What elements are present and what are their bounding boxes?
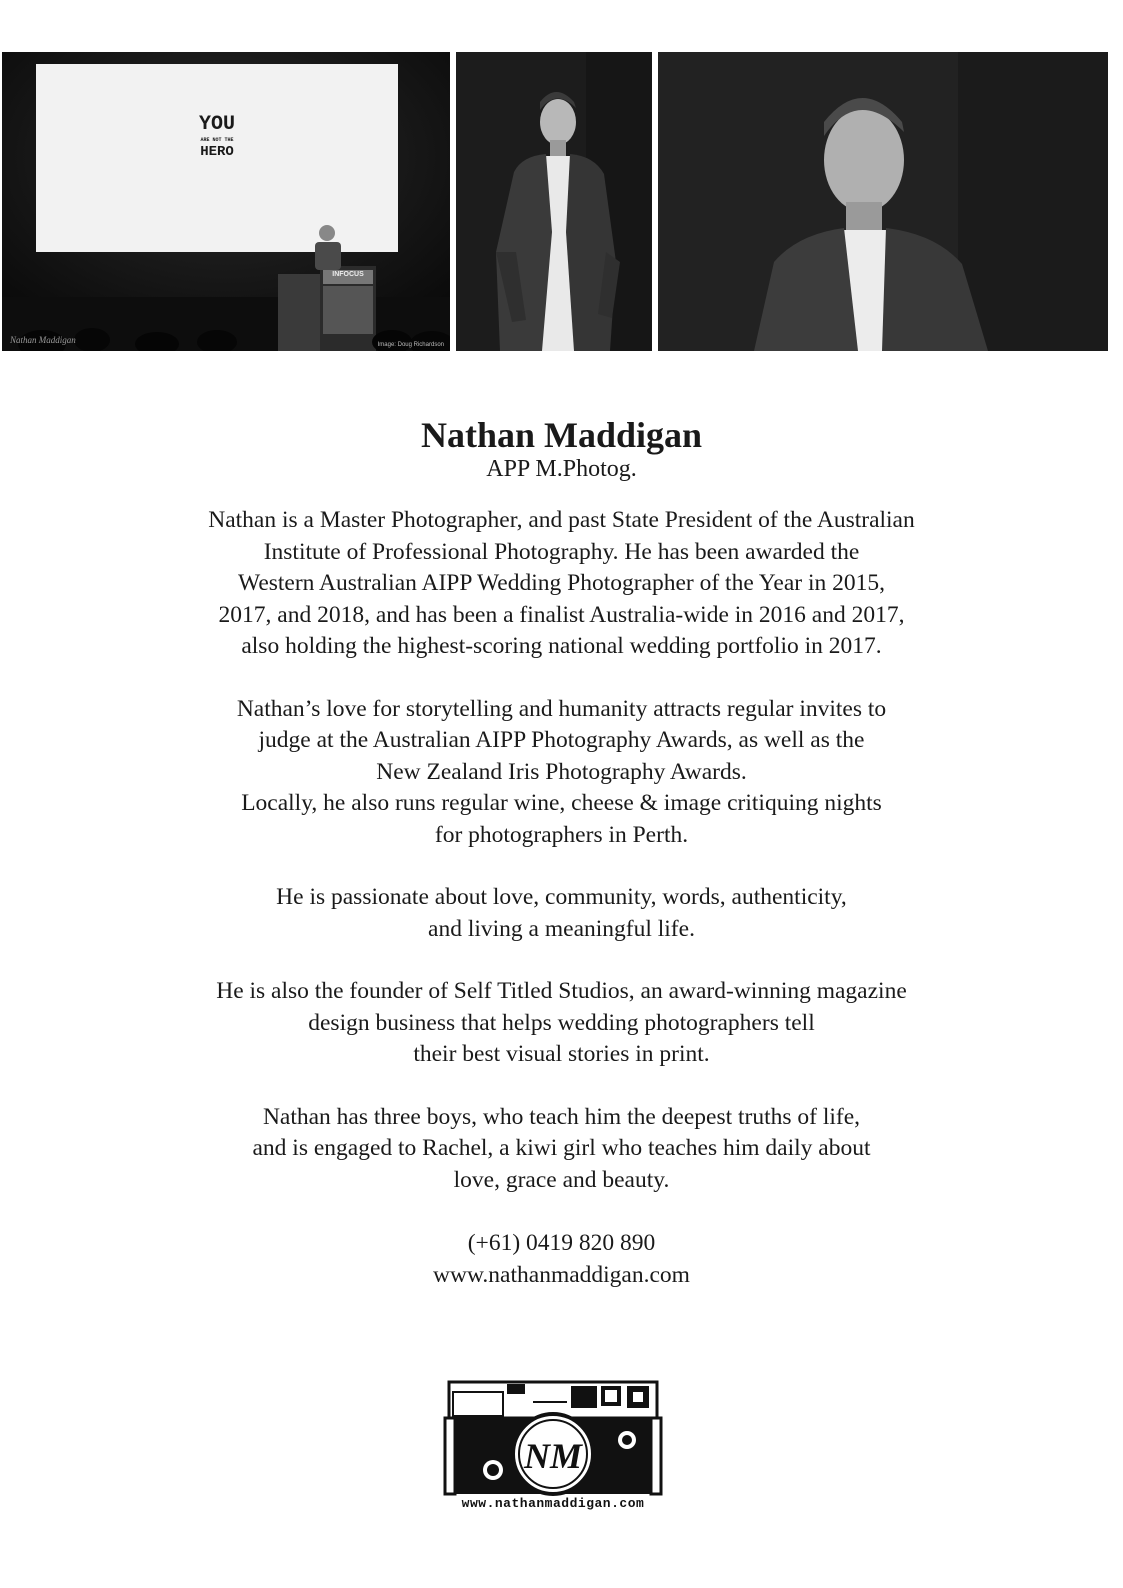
website-link[interactable]: www.nathanmaddigan.com [433,1262,690,1288]
bio-paragraph [0,694,1123,852]
screen-line-1: YOU [198,113,235,136]
contact-block [0,1227,1123,1291]
logo-url[interactable]: www.nathanmaddigan.com [461,1496,645,1511]
phone-number[interactable]: (+61) 0419 820 890 [467,1230,656,1256]
bio-line: their best visual stories in print. [413,1041,710,1067]
headshot-photo [658,52,1108,351]
bio-paragraph [0,882,1123,945]
bio-line: also holding the highest-scoring national wedding portfolio in 2017. [241,633,882,659]
photographer-signature: Nathan Maddigan [10,335,76,345]
bio-paragraph [0,976,1123,1071]
bio-paragraph [0,505,1123,663]
bio-line: He is passionate about love, community, words, authenticity, [276,884,847,910]
bio-paragraph [0,1102,1123,1197]
bio-line: love, grace and beauty. [453,1166,670,1193]
bio-line: design business that helps wedding photographers tell [308,1009,815,1036]
image-credit: Image: Doug Richardson [377,342,444,348]
bio-line: Locally, he also runs regular wine, cheese & image critiquing nights [241,790,882,816]
screen-line-2: ARE NOT THE [200,137,234,143]
logo-monogram: NM [523,1436,583,1476]
bio-line: and is engaged to Rachel, a kiwi girl who teaches him daily about [252,1135,871,1161]
bio-name: Nathan Maddigan [420,415,703,455]
stage-photo [2,52,450,351]
bio-line: He is also the founder of Self Titled Studios, an award-winning magazine [216,978,907,1004]
podium-banner: INFOCUS [332,271,364,278]
bio-line: judge at the Australian AIPP Photography Awards, as well as the [258,727,865,753]
bio-line: Western Australian AIPP Wedding Photographer of the Year in 2015, [238,570,885,596]
bio-line: Nathan has three boys, who teach him the deepest truths of life, [262,1103,861,1130]
standing-figure [456,52,652,351]
bio-line: Institute of Professional Photography. He has been awarded the [263,538,860,565]
stage-scene [2,52,450,351]
bio-line: New Zealand Iris Photography Awards. [376,758,747,785]
bio-line: and living a meaningful life. [428,915,695,942]
bio-line: Nathan is a Master Photographer, and past State President of the Australian [208,507,915,533]
bio-section [0,415,1123,1291]
standing-portrait-photo [456,52,652,351]
bio-credentials: APP M.Photog. [486,456,637,482]
camera-icon [443,1378,663,1496]
bio-line: Nathan’s love for storytelling and humanity attracts regular invites to [236,695,887,722]
bio-line: for photographers in Perth. [434,821,689,848]
screen-line-3: HERO [200,144,234,160]
bio-line: 2017, and 2018, and has been a finalist Australia-wide in 2016 and 2017, [218,601,905,628]
headshot-figure [658,52,1108,351]
